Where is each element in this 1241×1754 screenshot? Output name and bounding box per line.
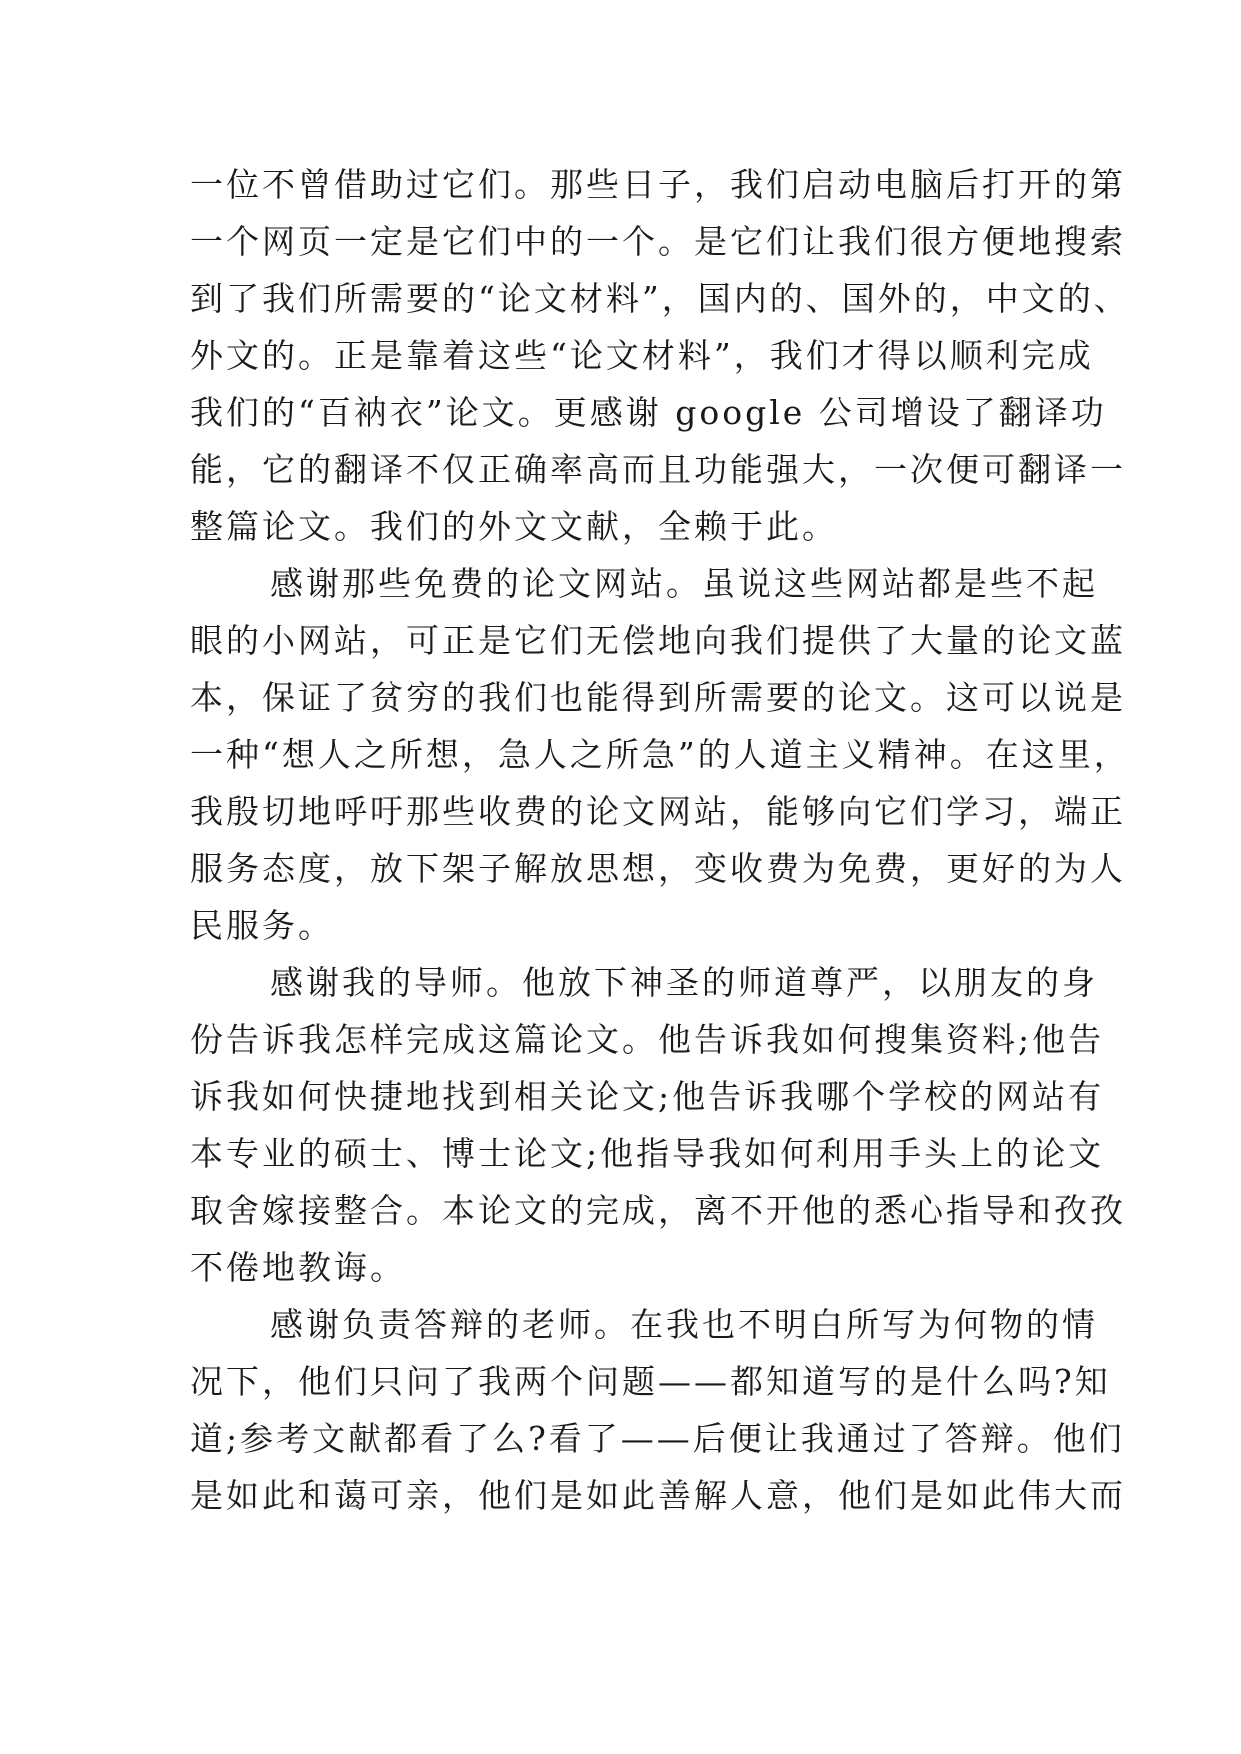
paragraph-defense-teachers bbox=[190, 1296, 1126, 1524]
document-body bbox=[190, 156, 1130, 1524]
text-line: 不倦地教诲。 bbox=[190, 1248, 406, 1287]
paragraph-advisor bbox=[190, 954, 1126, 1296]
text-line: 一位不曾借助过它们。那些日子，我们启动电脑后打开的第 bbox=[190, 165, 1126, 204]
text-line: 感谢负责答辩的老师。在我也不明白所写为何物的情 bbox=[270, 1305, 1098, 1344]
text-line: 我们的“百衲衣”论文。更感谢 google 公司增设了翻译功 bbox=[190, 393, 1107, 432]
text-line: 是如此和蔼可亲，他们是如此善解人意，他们是如此伟大而 bbox=[190, 1476, 1126, 1515]
text-line: 道;参考文献都看了么?看了——后便让我通过了答辩。他们 bbox=[190, 1419, 1125, 1458]
text-line: 民服务。 bbox=[190, 906, 334, 945]
text-line: 外文的。正是靠着这些“论文材料”，我们才得以顺利完成 bbox=[190, 336, 1094, 375]
text-line: 一个网页一定是它们中的一个。是它们让我们很方便地搜索 bbox=[190, 222, 1126, 261]
paragraph-free-websites bbox=[190, 555, 1130, 954]
text-line: 份告诉我怎样完成这篇论文。他告诉我如何搜集资料;他告 bbox=[190, 1020, 1105, 1059]
text-line: 一种“想人之所想，急人之所急”的人道主义精神。在这里， bbox=[190, 735, 1130, 774]
text-line: 本专业的硕士、博士论文;他指导我如何利用手头上的论文 bbox=[190, 1134, 1105, 1173]
text-line: 诉我如何快捷地找到相关论文;他告诉我哪个学校的网站有 bbox=[190, 1077, 1105, 1116]
text-line: 取舍嫁接整合。本论文的完成，离不开他的悉心指导和孜孜 bbox=[190, 1191, 1126, 1230]
text-line: 到了我们所需要的“论文材料”，国内的、国外的，中文的、 bbox=[190, 279, 1130, 318]
text-line: 眼的小网站，可正是它们无偿地向我们提供了大量的论文蓝 bbox=[190, 621, 1126, 660]
text-line: 况下，他们只问了我两个问题——都知道写的是什么吗?知 bbox=[190, 1362, 1111, 1401]
text-line: 能，它的翻译不仅正确率高而且功能强大，一次便可翻译一 bbox=[190, 450, 1126, 489]
text-line: 本，保证了贫穷的我们也能得到所需要的论文。这可以说是 bbox=[190, 678, 1126, 717]
paragraph-search-engines bbox=[190, 156, 1130, 555]
text-line: 感谢那些免费的论文网站。虽说这些网站都是些不起 bbox=[270, 564, 1098, 603]
text-line: 我殷切地呼吁那些收费的论文网站，能够向它们学习，端正 bbox=[190, 792, 1126, 831]
text-line: 感谢我的导师。他放下神圣的师道尊严，以朋友的身 bbox=[270, 963, 1098, 1002]
text-line: 整篇论文。我们的外文文献，全赖于此。 bbox=[190, 507, 838, 546]
text-line: 服务态度，放下架子解放思想，变收费为免费，更好的为人 bbox=[190, 849, 1126, 888]
